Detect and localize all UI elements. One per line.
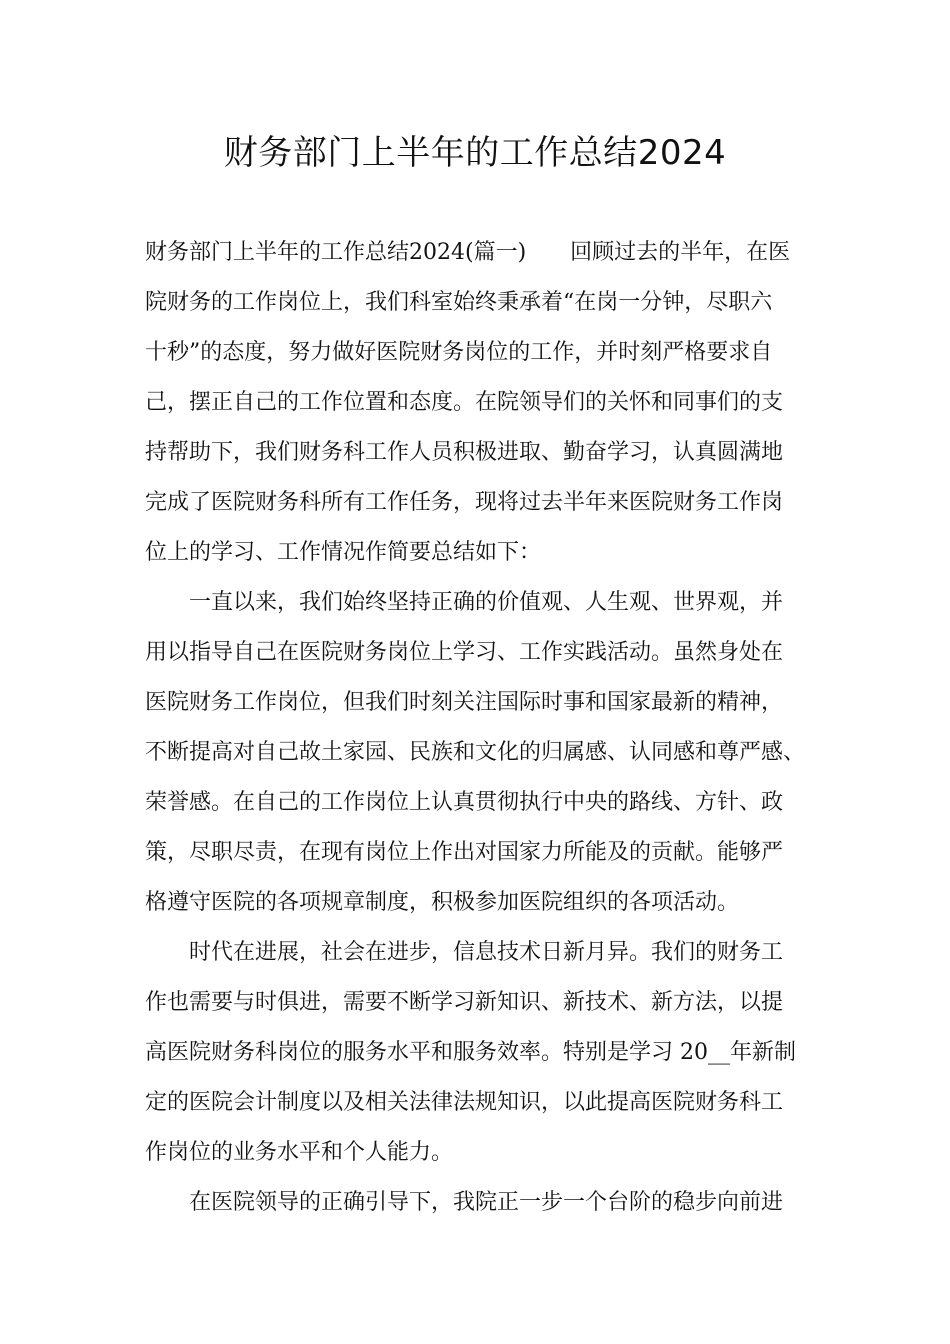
document-title: 财务部门上半年的工作总结2024 [223,133,727,173]
paragraph-4 [145,1178,805,1228]
paragraph-2 [145,578,805,928]
text-line: 一直以来，我们始终坚持正确的价值观、人生观、世界观，并 [189,590,784,615]
text-line: 作岗位的业务水平和个人能力。 [145,1140,454,1165]
text-line: 医院财务工作岗位，但我们时刻关注国际时事和国家最新的精神， [145,690,784,715]
text-line: 在医院领导的正确引导下，我院正一步一个台阶的稳步向前进 [189,1190,784,1215]
text-line: 院财务的工作岗位上，我们科室始终秉承着“在岗一分钟，尽职六 [145,290,773,315]
paragraph-3 [145,928,805,1178]
text-line: 策，尽职尽责，在现有岗位上作出对国家力所能及的贡献。能够严 [145,840,784,865]
text-line: 高医院财务科岗位的服务水平和服务效率。特别是学习 20__年新制 [145,1040,796,1065]
document-body [145,228,805,1228]
text-line: 格遵守医院的各项规章制度，积极参加医院组织的各项活动。 [145,890,740,915]
text-line: 位上的学习、工作情况作简要总结如下： [145,540,542,565]
text-line: 己，摆正自己的工作位置和态度。在院领导们的关怀和同事们的支 [145,390,784,415]
text-line: 十秒”的态度，努力做好医院财务岗位的工作，并时刻严格要求自 [145,340,773,365]
paragraph-1 [145,228,805,578]
text-line: 不断提高对自己故土家园、民族和文化的归属感、认同感和尊严感、 [145,740,806,765]
text-line: 持帮助下，我们财务科工作人员积极进取、勤奋学习，认真圆满地 [145,440,784,465]
text-line: 定的医院会计制度以及相关法律法规知识，以此提高医院财务科工 [145,1090,784,1115]
text-line: 财务部门上半年的工作总结2024(篇一) 回顾过去的半年，在医 [145,240,791,265]
text-line: 时代在进展，社会在进步，信息技术日新月异。我们的财务工 [189,940,784,965]
text-line: 完成了医院财务科所有工作任务，现将过去半年来医院财务工作岗 [145,490,784,515]
text-line: 作也需要与时俱进，需要不断学习新知识、新技术、新方法，以提 [145,990,784,1015]
text-line: 荣誉感。在自己的工作岗位上认真贯彻执行中央的路线、方针、政 [145,790,784,815]
text-line: 用以指导自己在医院财务岗位上学习、工作实践活动。虽然身处在 [145,640,784,665]
